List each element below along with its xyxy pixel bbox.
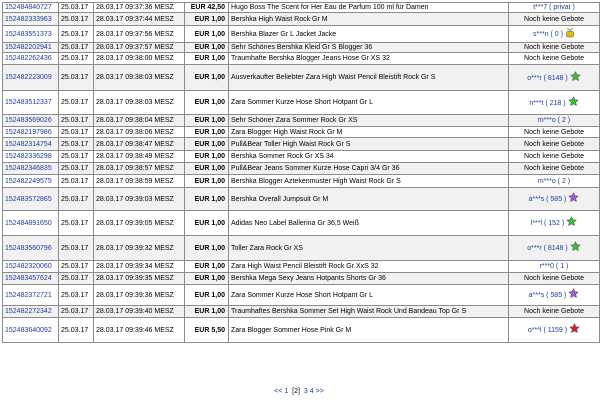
bid-status <box>509 3 599 12</box>
bidder-info[interactable]: o***r ( 8148 ) <box>527 74 568 82</box>
start-date: 25.03.17 <box>59 163 93 174</box>
item-title: Zara Blogger Sommer Hose Pink Gr M <box>229 318 508 342</box>
price: EUR 1,00 <box>185 13 228 25</box>
bid-status <box>509 91 599 114</box>
table-row <box>3 261 599 272</box>
end-time: 28.03.17 09:39:34 MESZ <box>94 261 184 272</box>
bid-status <box>509 163 599 174</box>
bid-status <box>509 318 599 342</box>
start-date: 25.03.17 <box>59 53 93 64</box>
table-row <box>3 318 599 342</box>
start-date: 25.03.17 <box>59 43 93 52</box>
end-time: 28.03.17 09:39:46 MESZ <box>94 318 184 342</box>
item-title: Bershka Overall Jumpsuit Gr M <box>229 188 508 210</box>
item-title: Zara Sommer Kurze Hose Short Hotpant Gr L <box>229 91 508 114</box>
price: EUR 1,00 <box>185 43 228 52</box>
auction-id-link[interactable]: 152482197986 <box>5 128 52 136</box>
end-time: 28.03.17 09:39:35 MESZ <box>94 273 184 284</box>
end-time: 28.03.17 09:38:04 MESZ <box>94 115 184 126</box>
start-date: 25.03.17 <box>59 175 93 187</box>
pager-next[interactable]: >> <box>315 388 324 395</box>
price: EUR 1,00 <box>185 127 228 137</box>
auction-id-link[interactable]: 152482336298 <box>5 153 52 160</box>
auction-id-link[interactable]: 152482320060 <box>5 263 52 270</box>
item-title: Bershka Blazer Gr L Jacket Jacke <box>229 26 508 42</box>
start-date: 25.03.17 <box>59 285 93 305</box>
bid-status <box>509 273 599 284</box>
table-row <box>3 138 599 150</box>
bid-status <box>509 188 599 210</box>
table-row <box>3 115 599 126</box>
auction-id-link[interactable]: 152482262436 <box>5 55 52 62</box>
price: EUR 1,00 <box>185 285 228 305</box>
item-title: Hugo Boss The Scent for Her Eau de Parfum 100 ml für Damen <box>229 3 508 12</box>
start-date: 25.03.17 <box>59 261 93 272</box>
green-star-icon <box>568 96 579 110</box>
item-title: Toller Zara Rock Gr XS <box>229 236 508 260</box>
new-member-sprout-icon <box>565 27 575 41</box>
auction-id-link[interactable]: 152482333963 <box>5 15 52 23</box>
green-star-icon <box>566 216 577 230</box>
bid-status <box>509 211 599 235</box>
auction-id-link[interactable]: 152484891650 <box>5 219 52 227</box>
start-date: 25.03.17 <box>59 273 93 284</box>
end-time: 28.03.17 09:39:40 MESZ <box>94 306 184 317</box>
bidder-info[interactable]: Noch keine Gebote <box>524 153 584 160</box>
bid-status <box>509 306 599 317</box>
auction-id-link[interactable]: 152482346835 <box>5 165 52 172</box>
price: EUR 1,00 <box>185 151 228 162</box>
bidder-info[interactable]: a***s ( 585 ) <box>528 291 567 299</box>
bidder-info[interactable]: Noch keine Gebote <box>524 165 584 172</box>
end-time: 28.03.17 09:38:49 MESZ <box>94 151 184 162</box>
price: EUR 1,00 <box>185 115 228 126</box>
price: EUR 1,00 <box>185 26 228 42</box>
start-date: 25.03.17 <box>59 127 93 137</box>
item-title: Ausverkaufter Beliebter Zara High Waist Pencil Bleistift Rock Gr S <box>229 65 508 90</box>
table-row <box>3 65 599 90</box>
auction-table <box>2 2 600 343</box>
auction-id-link[interactable]: 152483572865 <box>5 195 52 203</box>
price: EUR 5,50 <box>185 318 228 342</box>
bidder-info[interactable]: Noch keine Gebote <box>524 15 584 23</box>
price: EUR 1,00 <box>185 236 228 260</box>
auction-id-link[interactable]: 152482272342 <box>5 308 52 315</box>
bidder-info[interactable]: Noch keine Gebote <box>524 44 584 51</box>
item-title: Zara High Waist Pencil Bleistift Rock Gr XxS 32 <box>229 261 508 272</box>
end-time: 28.03.17 09:38:03 MESZ <box>94 65 184 90</box>
bid-status <box>509 236 599 260</box>
bidder-info[interactable]: Noch keine Gebote <box>524 140 584 148</box>
price: EUR 42,50 <box>185 3 228 12</box>
end-time: 28.03.17 09:38:03 MESZ <box>94 91 184 114</box>
price: EUR 1,00 <box>185 53 228 64</box>
price: EUR 1,00 <box>185 306 228 317</box>
auction-table-body <box>3 3 599 342</box>
start-date: 25.03.17 <box>59 3 93 12</box>
table-row <box>3 175 599 187</box>
bidder-info[interactable]: Noch keine Gebote <box>524 128 584 136</box>
price: EUR 1,00 <box>185 163 228 174</box>
item-title: Bershka Mega Sexy Jeans Hotpants Shorts Gr 36 <box>229 273 508 284</box>
pagination <box>0 388 598 395</box>
bid-status <box>509 13 599 25</box>
bid-status <box>509 53 599 64</box>
bidder-info[interactable]: s***n ( 0 ) <box>533 30 563 38</box>
table-row <box>3 236 599 260</box>
end-time: 28.03.17 09:39:32 MESZ <box>94 236 184 260</box>
pager-current-page: [2] <box>292 388 300 395</box>
start-date: 25.03.17 <box>59 65 93 90</box>
auction-id-link[interactable]: 152483551373 <box>5 30 52 38</box>
item-title: Traumhaftes Bershka Sommer Set High Waist Rock Und Bandeau Top Gr S <box>229 306 508 317</box>
bid-status <box>509 138 599 150</box>
end-time: 28.03.17 09:38:57 MESZ <box>94 163 184 174</box>
item-title: Sehr Schöner Zara Sommer Rock Gr XS <box>229 115 508 126</box>
bid-status <box>509 115 599 126</box>
bidder-info[interactable]: m***o ( 2 ) <box>537 117 571 124</box>
start-date: 25.03.17 <box>59 151 93 162</box>
pager-page-3[interactable]: 3 <box>303 388 308 395</box>
green-star-icon <box>570 241 581 255</box>
auction-id-link[interactable]: 152484840727 <box>5 4 52 11</box>
purple-star-icon <box>568 288 579 302</box>
item-title: Sehr Schönes Bershka Kleid Gr S Blogger 36 <box>229 43 508 52</box>
pager-page-4[interactable]: 4 <box>309 388 314 395</box>
pager-prev[interactable]: << <box>274 388 283 395</box>
start-date: 25.03.17 <box>59 188 93 210</box>
bidder-info[interactable]: o***l ( 1159 ) <box>527 326 568 334</box>
table-row <box>3 306 599 317</box>
item-title: Zara Sommer Kurze Hose Short Hotpant Gr L <box>229 285 508 305</box>
auction-id-link[interactable]: 152482314754 <box>5 140 52 148</box>
start-date: 25.03.17 <box>59 13 93 25</box>
price: EUR 1,00 <box>185 91 228 114</box>
auction-id-link[interactable]: 152483457624 <box>5 275 52 282</box>
bid-status <box>509 175 599 187</box>
bidder-info[interactable]: r***0 ( 1 ) <box>539 263 569 270</box>
start-date: 25.03.17 <box>59 211 93 235</box>
start-date: 25.03.17 <box>59 91 93 114</box>
bid-status <box>509 65 599 90</box>
bid-status <box>509 261 599 272</box>
bidder-info[interactable]: a***s ( 585 ) <box>528 195 567 203</box>
bidder-info[interactable]: n***t ( 218 ) <box>529 99 566 107</box>
price: EUR 1,00 <box>185 65 228 90</box>
purple-star-icon <box>568 192 579 206</box>
bidder-info[interactable]: Noch keine Gebote <box>524 275 584 282</box>
end-time: 28.03.17 09:38:47 MESZ <box>94 138 184 150</box>
bid-status <box>509 127 599 137</box>
item-title: Bershka High Waist Rock Gr M <box>229 13 508 25</box>
auction-id-link[interactable]: 152483560796 <box>5 244 52 252</box>
price: EUR 1,00 <box>185 273 228 284</box>
table-row <box>3 285 599 305</box>
table-row <box>3 163 599 174</box>
bidder-info[interactable]: t***7 ( privat ) <box>533 4 575 11</box>
table-row <box>3 26 599 42</box>
end-time: 28.03.17 09:39:03 MESZ <box>94 188 184 210</box>
price: EUR 1,00 <box>185 261 228 272</box>
price: EUR 1,00 <box>185 175 228 187</box>
bidder-info[interactable]: Noch keine Gebote <box>524 55 584 62</box>
bid-status <box>509 151 599 162</box>
item-title: Adidas Neo Label Ballerina Gr 36,5 Weiß <box>229 211 508 235</box>
table-row <box>3 273 599 284</box>
red-star-icon <box>569 323 580 337</box>
table-row <box>3 53 599 64</box>
bidder-info[interactable]: Noch keine Gebote <box>524 308 584 315</box>
item-title: Pull&Bear Toller High Waist Rock Gr S <box>229 138 508 150</box>
table-row <box>3 3 599 12</box>
bid-status <box>509 43 599 52</box>
start-date: 25.03.17 <box>59 318 93 342</box>
table-row <box>3 43 599 52</box>
auction-id-link[interactable]: 152483640092 <box>5 326 52 334</box>
start-date: 25.03.17 <box>59 138 93 150</box>
pager-page-1[interactable]: 1 <box>284 388 289 395</box>
bidder-info[interactable]: o***r ( 8148 ) <box>527 244 568 252</box>
table-row <box>3 188 599 210</box>
item-title: Bershka Sommer Rock Gr XS 34 <box>229 151 508 162</box>
table-row <box>3 211 599 235</box>
auction-id-link[interactable]: 152482249575 <box>5 177 52 185</box>
start-date: 25.03.17 <box>59 26 93 42</box>
item-title: Traumhafte Bershka Blogger Jeans Hose Gr XS 32 <box>229 53 508 64</box>
item-title: Zara Blogger High Waist Rock Gr M <box>229 127 508 137</box>
end-time: 28.03.17 09:37:57 MESZ <box>94 43 184 52</box>
end-time: 28.03.17 09:38:06 MESZ <box>94 127 184 137</box>
end-time: 28.03.17 09:37:36 MESZ <box>94 3 184 12</box>
green-star-icon <box>570 71 581 85</box>
end-time: 28.03.17 09:39:36 MESZ <box>94 285 184 305</box>
end-time: 28.03.17 09:38:00 MESZ <box>94 53 184 64</box>
end-time: 28.03.17 09:37:56 MESZ <box>94 26 184 42</box>
price: EUR 1,00 <box>185 188 228 210</box>
end-time: 28.03.17 09:38:59 MESZ <box>94 175 184 187</box>
auction-id-link[interactable]: 152483512337 <box>5 99 52 106</box>
bid-status <box>509 26 599 42</box>
bidder-info[interactable]: l***l ( 152 ) <box>530 219 565 227</box>
auction-id-link[interactable]: 152482223009 <box>5 74 52 81</box>
item-title: Bershka Blogger Aztekenmuster High Waist Rock Gr S <box>229 175 508 187</box>
end-time: 28.03.17 09:37:44 MESZ <box>94 13 184 25</box>
item-title: Pull&Bear Jeans Sommer Kurze Hose Capri 3/4 Gr 36 <box>229 163 508 174</box>
start-date: 25.03.17 <box>59 115 93 126</box>
bid-status <box>509 285 599 305</box>
price: EUR 1,00 <box>185 138 228 150</box>
table-row <box>3 127 599 137</box>
start-date: 25.03.17 <box>59 236 93 260</box>
auction-id-link[interactable]: 152482202941 <box>5 44 52 51</box>
auction-id-link[interactable]: 152483569026 <box>5 117 52 124</box>
auction-id-link[interactable]: 152482372721 <box>5 291 52 299</box>
table-row <box>3 13 599 25</box>
end-time: 28.03.17 09:39:05 MESZ <box>94 211 184 235</box>
start-date: 25.03.17 <box>59 306 93 317</box>
table-row <box>3 91 599 114</box>
bidder-info[interactable]: m***o ( 2 ) <box>537 177 571 185</box>
price: EUR 1,00 <box>185 211 228 235</box>
table-row <box>3 151 599 162</box>
